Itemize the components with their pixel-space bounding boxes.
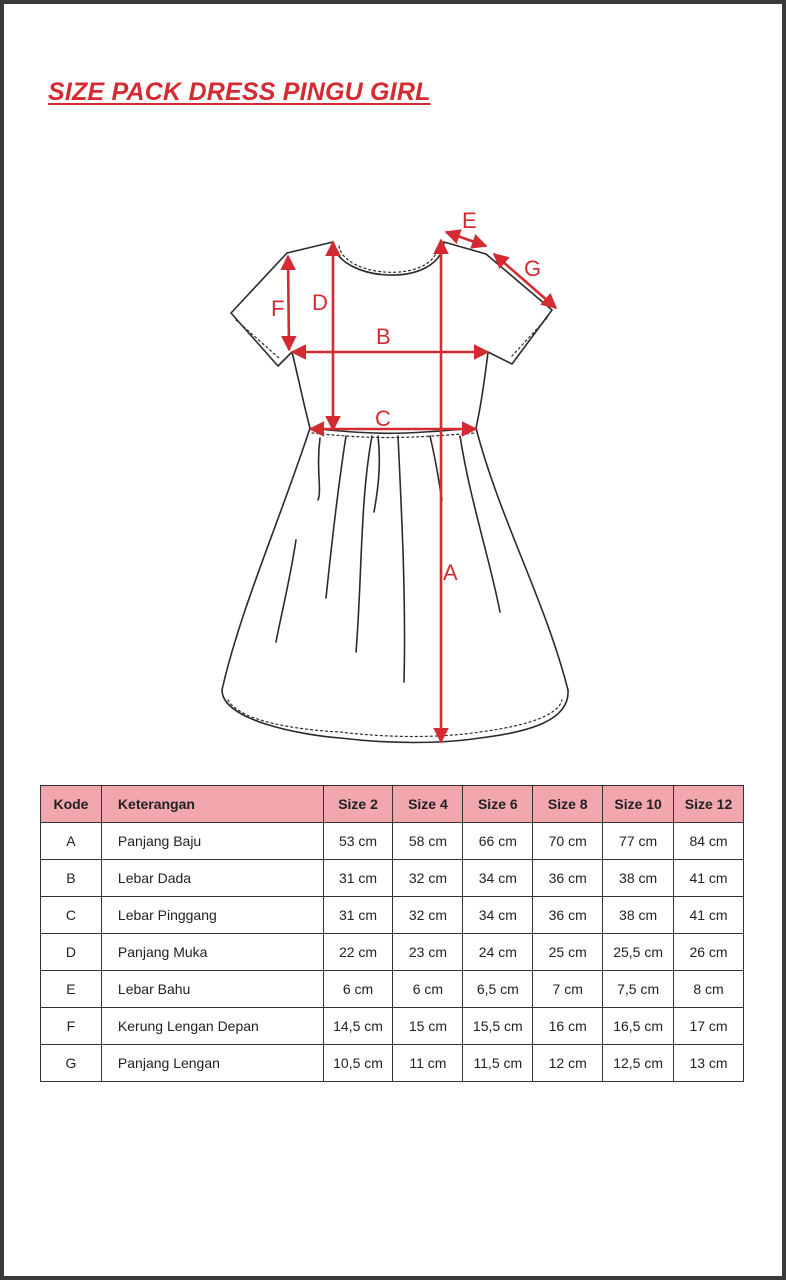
- header-kode: Kode: [41, 786, 102, 823]
- cell-keterangan: Panjang Lengan: [101, 1045, 323, 1082]
- cell-size-8: 36 cm: [533, 860, 603, 897]
- cell-size-10: 77 cm: [603, 823, 674, 860]
- measure-f-label: F: [271, 296, 285, 321]
- cell-size-12: 26 cm: [674, 934, 744, 971]
- measure-d-label: D: [312, 290, 328, 315]
- cell-size-8: 12 cm: [533, 1045, 603, 1082]
- cell-size-6: 15,5 cm: [463, 1008, 533, 1045]
- header-size-6: Size 6: [463, 786, 533, 823]
- cell-kode: A: [41, 823, 102, 860]
- cell-size-2: 53 cm: [323, 823, 393, 860]
- cell-kode: D: [41, 934, 102, 971]
- cell-size-4: 15 cm: [393, 1008, 463, 1045]
- page-title: SIZE PACK DRESS PINGU GIRL: [48, 78, 431, 106]
- cell-size-10: 25,5 cm: [603, 934, 674, 971]
- header-size-10: Size 10: [603, 786, 674, 823]
- measurement-lines: [288, 232, 556, 742]
- cell-size-4: 23 cm: [393, 934, 463, 971]
- cell-keterangan: Kerung Lengan Depan: [101, 1008, 323, 1045]
- cell-size-8: 7 cm: [533, 971, 603, 1008]
- cell-size-6: 6,5 cm: [463, 971, 533, 1008]
- cell-size-2: 10,5 cm: [323, 1045, 393, 1082]
- cell-size-10: 38 cm: [603, 897, 674, 934]
- cell-size-12: 13 cm: [674, 1045, 744, 1082]
- measure-c-label: C: [375, 406, 391, 431]
- measure-e-label: E: [462, 208, 477, 233]
- cell-kode: E: [41, 971, 102, 1008]
- cell-size-4: 11 cm: [393, 1045, 463, 1082]
- cell-keterangan: Panjang Muka: [101, 934, 323, 971]
- cell-size-4: 6 cm: [393, 971, 463, 1008]
- cell-size-10: 7,5 cm: [603, 971, 674, 1008]
- table-row: [41, 971, 744, 1008]
- table-row: [41, 823, 744, 860]
- cell-size-10: 16,5 cm: [603, 1008, 674, 1045]
- table-header-row: [41, 786, 744, 823]
- cell-keterangan: Lebar Bahu: [101, 971, 323, 1008]
- size-table: [40, 785, 744, 1082]
- header-size-12: Size 12: [674, 786, 744, 823]
- measure-g-label: G: [524, 256, 542, 281]
- header-keterangan: Keterangan: [101, 786, 323, 823]
- header-size-4: Size 4: [393, 786, 463, 823]
- cell-size-6: 34 cm: [463, 897, 533, 934]
- cell-kode: B: [41, 860, 102, 897]
- cell-keterangan: Lebar Dada: [101, 860, 323, 897]
- cell-size-12: 41 cm: [674, 897, 744, 934]
- measure-b-label: B: [376, 324, 391, 349]
- measure-f-line: [288, 256, 289, 350]
- cell-size-10: 38 cm: [603, 860, 674, 897]
- cell-size-4: 32 cm: [393, 860, 463, 897]
- cell-size-12: 8 cm: [674, 971, 744, 1008]
- cell-keterangan: Lebar Pinggang: [101, 897, 323, 934]
- cell-size-2: 22 cm: [323, 934, 393, 971]
- cell-size-2: 31 cm: [323, 860, 393, 897]
- cell-size-12: 41 cm: [674, 860, 744, 897]
- cell-size-2: 6 cm: [323, 971, 393, 1008]
- cell-size-6: 24 cm: [463, 934, 533, 971]
- cell-size-6: 11,5 cm: [463, 1045, 533, 1082]
- cell-size-6: 66 cm: [463, 823, 533, 860]
- cell-size-6: 34 cm: [463, 860, 533, 897]
- cell-size-10: 12,5 cm: [603, 1045, 674, 1082]
- table-row: [41, 897, 744, 934]
- cell-size-8: 16 cm: [533, 1008, 603, 1045]
- header-size-2: Size 2: [323, 786, 393, 823]
- table-row: [41, 860, 744, 897]
- cell-kode: G: [41, 1045, 102, 1082]
- table-row: [41, 934, 744, 971]
- cell-size-2: 31 cm: [323, 897, 393, 934]
- cell-kode: F: [41, 1008, 102, 1045]
- cell-size-12: 17 cm: [674, 1008, 744, 1045]
- measure-a-label: A: [443, 560, 458, 585]
- cell-kode: C: [41, 897, 102, 934]
- cell-size-2: 14,5 cm: [323, 1008, 393, 1045]
- cell-size-8: 25 cm: [533, 934, 603, 971]
- header-size-8: Size 8: [533, 786, 603, 823]
- cell-size-4: 32 cm: [393, 897, 463, 934]
- cell-size-4: 58 cm: [393, 823, 463, 860]
- table-row: [41, 1045, 744, 1082]
- cell-size-8: 70 cm: [533, 823, 603, 860]
- cell-keterangan: Panjang Baju: [101, 823, 323, 860]
- table-row: [41, 1008, 744, 1045]
- cell-size-8: 36 cm: [533, 897, 603, 934]
- cell-size-12: 84 cm: [674, 823, 744, 860]
